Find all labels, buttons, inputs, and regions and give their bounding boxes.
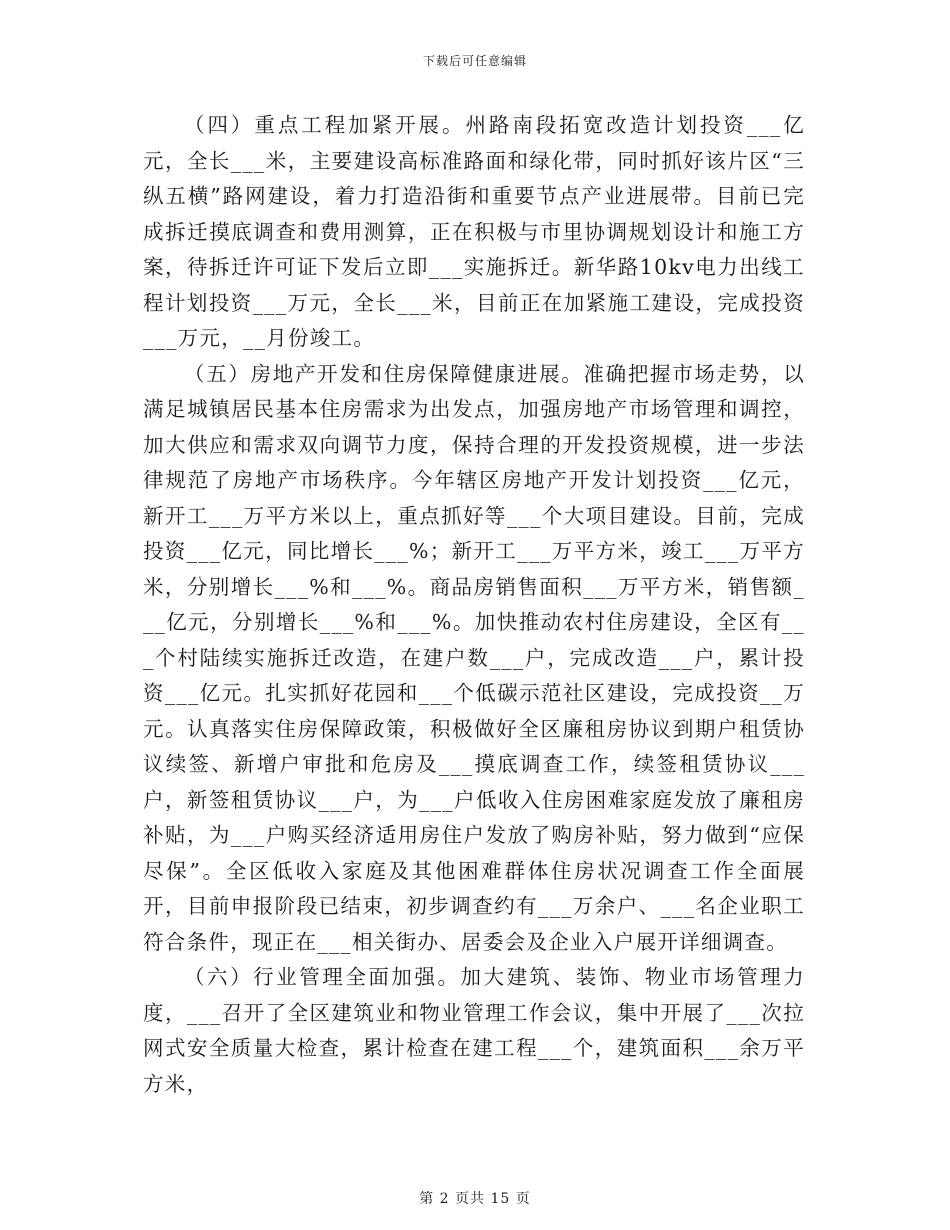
- document-body: [143, 108, 805, 1102]
- paragraph-5: （五）房地产开发和住房保障健康进展。准确把握市场走势，以满足城镇居民基本住房需求为出发点，加强房地产市场管理和调控，加大供应和需求双向调节力度，保持合理的开发投资规模，进一步法律规范了房地产市场秩序。今年辖区房地产开发计划投资___亿元，新开工___万平方米以上，重点抓好等___个大项目建设。目前，完成投资___亿元，同比增长___%；新开工___万平方米，竣工___万平方米，分别增长___%和___%。商品房销售面积___万平方米，销售额___亿元，分别增长___%和___%。加快推动农村住房建设，全区有___个村陆续实施拆迁改造，在建户数___户，完成改造___户，累计投资___亿元。扎实抓好花园和___个低碳示范社区建设，完成投资__万元。认真落实住房保障政策，积极做好全区廉租房协议到期户租赁协议续签、新增户审批和危房及___摸底调查工作，续签租赁协议___户，新签租赁协议___户，为___户低收入住房困难家庭发放了廉租房补贴，为___户购买经济适用房住户发放了购房补贴，努力做到“应保尽保”。全区低收入家庭及其他困难群体住房状况调查工作全面展开，目前申报阶段已结束，初步调查约有___万余户、___名企业职工符合条件，现正在___相关街办、居委会及企业入户展开详细调查。: [143, 361, 805, 954]
- paragraph-6: （六）行业管理全面加强。加大建筑、装饰、物业市场管理力度，___召开了全区建筑业和物业管理工作会议，集中开展了___次拉网式安全质量大检查，累计检查在建工程___个，建筑面积___余万平方米，: [143, 965, 805, 1096]
- paragraph-4: （四）重点工程加紧开展。州路南段拓宽改造计划投资___亿元，全长___米，主要建设高标准路面和绿化带，同时抓好该片区“三纵五横”路网建设，着力打造沿街和重要节点产业进展带。目前已完成拆迁摸底调查和费用测算，正在积极与市里协调规划设计和施工方案，待拆迁许可证下发后立即___实施拆迁。新华路10kv电力出线工程计划投资___万元，全长___米，目前正在加紧施工建设，完成投资___万元，__月份竣工。: [143, 113, 805, 350]
- page-header: 下载后可任意编辑: [422, 54, 527, 68]
- page-footer: 第 2 页共 15 页: [419, 1191, 531, 1207]
